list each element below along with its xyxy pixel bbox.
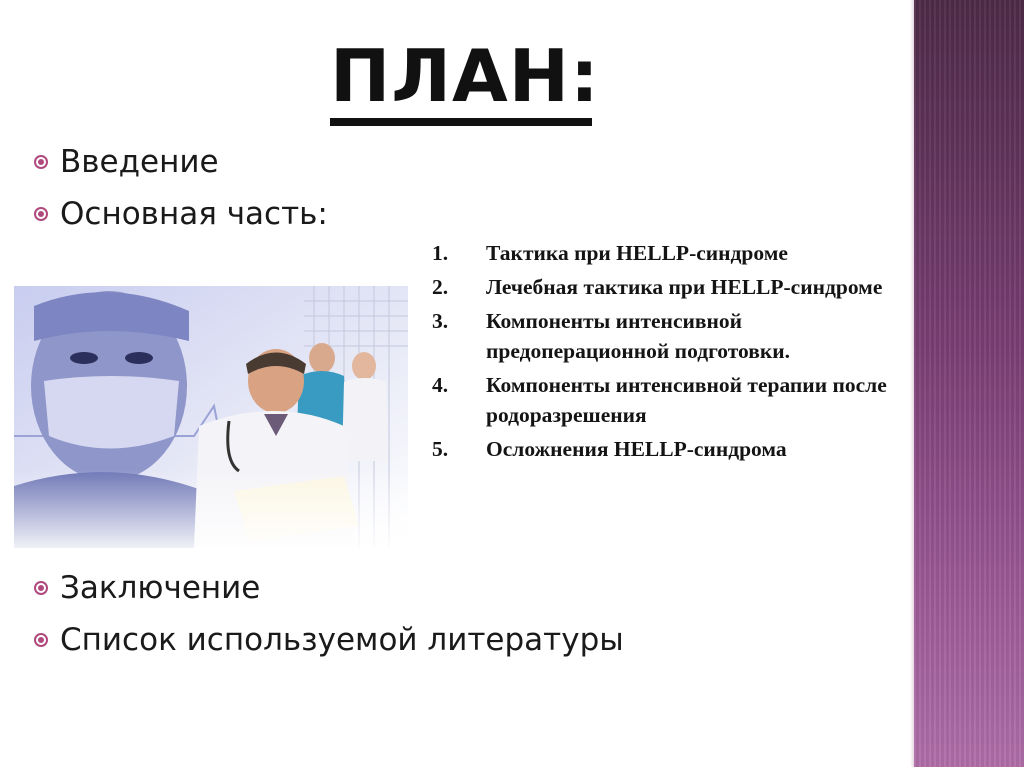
- bullet-item-intro: [34, 144, 219, 180]
- bullet-item-references: [34, 622, 624, 658]
- bullet-item-main-part: [34, 196, 328, 232]
- sublist-number: 5.: [432, 437, 449, 461]
- sublist-text: Тактика при HELLP-синдроме: [486, 241, 788, 265]
- sublist-item: [432, 370, 910, 430]
- bullet-label: Список используемой литературы: [60, 622, 624, 658]
- sublist-number: 4.: [432, 373, 449, 397]
- bullet-circle-icon: [34, 207, 48, 221]
- slide-title: ПЛАН:: [330, 34, 600, 118]
- medical-staff-image: [14, 286, 408, 548]
- sublist-number: 2.: [432, 275, 449, 299]
- sublist-number: 1.: [432, 241, 449, 265]
- title-underline: [330, 118, 592, 126]
- bullet-label: Заключение: [60, 570, 261, 606]
- bullet-circle-icon: [34, 155, 48, 169]
- sublist-item: [432, 238, 910, 268]
- main-part-sublist: [432, 238, 910, 468]
- bullet-circle-icon: [34, 581, 48, 595]
- sublist-text: Компоненты интенсивной терапии после родоразрешения: [486, 373, 887, 427]
- sublist-number: 3.: [432, 309, 449, 333]
- decorative-side-band: [914, 0, 1024, 767]
- sublist-text: Осложнения HELLP-синдрома: [486, 437, 787, 461]
- medical-staff-illustration: [14, 286, 408, 548]
- sublist-item: [432, 272, 910, 302]
- bullet-item-conclusion: [34, 570, 260, 606]
- bullet-label: Введение: [60, 144, 219, 180]
- sublist-text: Компоненты интенсивной предоперационной подготовки.: [486, 309, 791, 363]
- sublist-text: Лечебная тактика при HELLP-синдроме: [486, 275, 883, 299]
- bullet-circle-icon: [34, 633, 48, 647]
- sublist-item: [432, 306, 910, 366]
- bullet-label: Основная часть:: [60, 196, 328, 232]
- sublist-item: [432, 434, 910, 464]
